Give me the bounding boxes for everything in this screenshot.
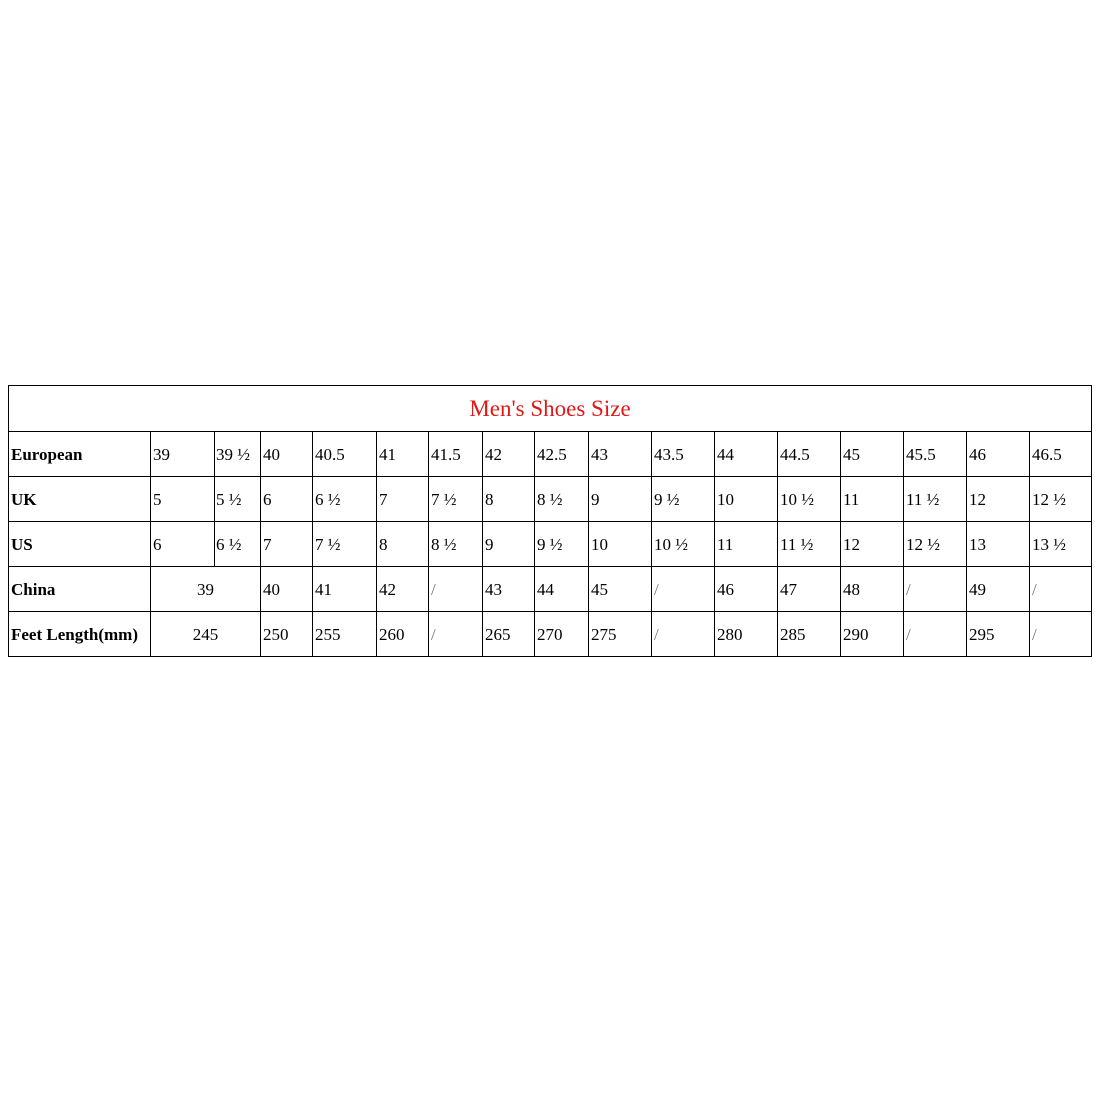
us-size-cell: 12 ½ bbox=[904, 522, 967, 567]
china-size-cell: / bbox=[904, 567, 967, 612]
feet-length-cell: / bbox=[652, 612, 715, 657]
feet-length-cell: 250 bbox=[261, 612, 313, 657]
feet-length-cell: 280 bbox=[715, 612, 778, 657]
uk-size-cell: 7 bbox=[377, 477, 429, 522]
us-size-cell: 8 bbox=[377, 522, 429, 567]
uk-size-cell: 11 ½ bbox=[904, 477, 967, 522]
china-row bbox=[9, 567, 1092, 612]
us-size-cell: 6 ½ bbox=[215, 522, 261, 567]
china-size-cell: 41 bbox=[313, 567, 377, 612]
title-row bbox=[9, 386, 1092, 432]
feet-length-cell: 245 bbox=[151, 612, 261, 657]
european-size-cell: 45 bbox=[841, 432, 904, 477]
european-size-cell: 41.5 bbox=[429, 432, 483, 477]
european-size-cell: 43 bbox=[589, 432, 652, 477]
china-size-cell: 46 bbox=[715, 567, 778, 612]
feet-length-cell: 295 bbox=[967, 612, 1030, 657]
us-size-cell: 12 bbox=[841, 522, 904, 567]
uk-size-cell: 8 ½ bbox=[535, 477, 589, 522]
european-size-cell: 40 bbox=[261, 432, 313, 477]
china-size-cell: 47 bbox=[778, 567, 841, 612]
feet-length-cell: / bbox=[1030, 612, 1092, 657]
china-size-cell: 44 bbox=[535, 567, 589, 612]
row-header-us: US bbox=[9, 522, 151, 567]
european-size-cell: 46 bbox=[967, 432, 1030, 477]
uk-size-cell: 6 ½ bbox=[313, 477, 377, 522]
european-size-cell: 45.5 bbox=[904, 432, 967, 477]
european-size-cell: 43.5 bbox=[652, 432, 715, 477]
us-size-cell: 7 ½ bbox=[313, 522, 377, 567]
china-size-cell: / bbox=[1030, 567, 1092, 612]
uk-size-cell: 10 ½ bbox=[778, 477, 841, 522]
feet-length-cell: 285 bbox=[778, 612, 841, 657]
china-size-cell: / bbox=[429, 567, 483, 612]
european-size-cell: 42.5 bbox=[535, 432, 589, 477]
european-size-cell: 44 bbox=[715, 432, 778, 477]
feet-length-cell: 275 bbox=[589, 612, 652, 657]
uk-size-cell: 5 bbox=[151, 477, 215, 522]
title-cell bbox=[9, 386, 1092, 432]
china-size-cell: 42 bbox=[377, 567, 429, 612]
uk-size-cell: 6 bbox=[261, 477, 313, 522]
uk-size-cell: 7 ½ bbox=[429, 477, 483, 522]
feet-length-row bbox=[9, 612, 1092, 657]
row-header-uk: UK bbox=[9, 477, 151, 522]
uk-size-cell: 10 bbox=[715, 477, 778, 522]
china-size-cell: 48 bbox=[841, 567, 904, 612]
us-size-cell: 8 ½ bbox=[429, 522, 483, 567]
us-size-cell: 11 bbox=[715, 522, 778, 567]
us-size-cell: 6 bbox=[151, 522, 215, 567]
us-size-cell: 9 ½ bbox=[535, 522, 589, 567]
us-size-cell: 10 ½ bbox=[652, 522, 715, 567]
row-header-european: European bbox=[9, 432, 151, 477]
uk-size-cell: 5 ½ bbox=[215, 477, 261, 522]
size-chart-table bbox=[8, 385, 1092, 657]
european-size-cell: 44.5 bbox=[778, 432, 841, 477]
uk-size-cell: 9 bbox=[589, 477, 652, 522]
us-size-cell: 10 bbox=[589, 522, 652, 567]
china-size-cell: 43 bbox=[483, 567, 535, 612]
european-row bbox=[9, 432, 1092, 477]
uk-size-cell: 8 bbox=[483, 477, 535, 522]
european-size-cell: 41 bbox=[377, 432, 429, 477]
european-size-cell: 46.5 bbox=[1030, 432, 1092, 477]
feet-length-cell: / bbox=[429, 612, 483, 657]
row-header-feet-length: Feet Length(mm) bbox=[9, 612, 151, 657]
us-size-cell: 13 ½ bbox=[1030, 522, 1092, 567]
china-size-cell: 39 bbox=[151, 567, 261, 612]
european-size-cell: 39 bbox=[151, 432, 215, 477]
feet-length-cell: 270 bbox=[535, 612, 589, 657]
uk-size-cell: 12 bbox=[967, 477, 1030, 522]
european-size-cell: 39 ½ bbox=[215, 432, 261, 477]
feet-length-cell: 290 bbox=[841, 612, 904, 657]
uk-size-cell: 11 bbox=[841, 477, 904, 522]
feet-length-cell: / bbox=[904, 612, 967, 657]
uk-row bbox=[9, 477, 1092, 522]
feet-length-cell: 265 bbox=[483, 612, 535, 657]
us-size-cell: 11 ½ bbox=[778, 522, 841, 567]
us-size-cell: 13 bbox=[967, 522, 1030, 567]
china-size-cell: 49 bbox=[967, 567, 1030, 612]
row-header-china: China bbox=[9, 567, 151, 612]
chart-title: Men's Shoes Size bbox=[469, 396, 631, 421]
china-size-cell: / bbox=[652, 567, 715, 612]
uk-size-cell: 9 ½ bbox=[652, 477, 715, 522]
china-size-cell: 40 bbox=[261, 567, 313, 612]
us-row bbox=[9, 522, 1092, 567]
feet-length-cell: 260 bbox=[377, 612, 429, 657]
us-size-cell: 9 bbox=[483, 522, 535, 567]
us-size-cell: 7 bbox=[261, 522, 313, 567]
china-size-cell: 45 bbox=[589, 567, 652, 612]
uk-size-cell: 12 ½ bbox=[1030, 477, 1092, 522]
european-size-cell: 42 bbox=[483, 432, 535, 477]
feet-length-cell: 255 bbox=[313, 612, 377, 657]
european-size-cell: 40.5 bbox=[313, 432, 377, 477]
